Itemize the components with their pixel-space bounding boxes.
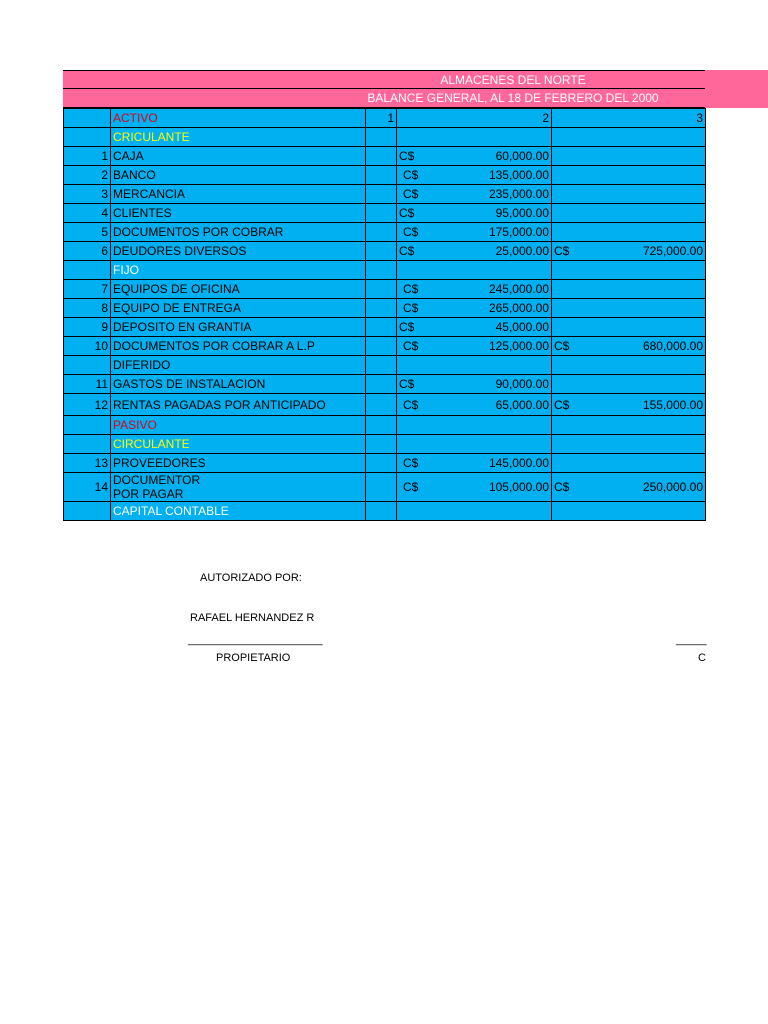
authorized-label: AUTORIZADO POR:	[200, 572, 302, 584]
amount-cell: C$ 105,000.00	[397, 473, 552, 502]
table-row	[64, 185, 706, 204]
total-cell: C$ 250,000.00	[552, 473, 706, 502]
table-row	[64, 356, 706, 375]
amount-cell: C$ 90,000.00	[397, 375, 552, 394]
row-number: 10	[64, 337, 111, 356]
table-row	[64, 299, 706, 318]
balance-table	[63, 108, 706, 521]
account-label: RENTAS PAGADAS POR ANTICIPADO	[111, 394, 366, 416]
amount-cell: C$ 135,000.00	[397, 166, 552, 185]
report-title: BALANCE GENERAL, AL 18 DE FEBRERO DEL 2000	[367, 91, 659, 105]
amount-cell: C$ 245,000.00	[397, 280, 552, 299]
table-row	[64, 128, 706, 147]
table-row	[64, 318, 706, 337]
row-number: 6	[64, 242, 111, 261]
table-row	[64, 204, 706, 223]
report-title-header	[63, 89, 705, 108]
row-number: 14	[64, 473, 111, 502]
table-row	[64, 502, 706, 521]
row-number: 9	[64, 318, 111, 337]
amount-cell: C$ 235,000.00	[397, 185, 552, 204]
row-number: 8	[64, 299, 111, 318]
row-number: 7	[64, 280, 111, 299]
column-header-1: 1	[366, 109, 397, 128]
row-number: 13	[64, 454, 111, 473]
total-cell: C$ 725,000.00	[552, 242, 706, 261]
table-row	[64, 166, 706, 185]
section-fijo: FIJO	[111, 261, 366, 280]
table-row	[64, 109, 706, 128]
company-header	[63, 70, 705, 89]
account-label: CAJA	[111, 147, 366, 166]
account-label: DEPOSITO EN GRANTIA	[111, 318, 366, 337]
signer-role-right: C	[698, 652, 706, 664]
account-label: PROVEEDORES	[111, 454, 366, 473]
section-pasivo: PASIVO	[111, 416, 366, 435]
signer-role: PROPIETARIO	[216, 652, 291, 664]
table-row	[64, 375, 706, 394]
total-cell: C$ 155,000.00	[552, 394, 706, 416]
signature-line-right: _____	[676, 634, 707, 646]
row-number: 1	[64, 147, 111, 166]
account-label: GASTOS DE INSTALACION	[111, 375, 366, 394]
amount-cell: C$ 175,000.00	[397, 223, 552, 242]
column-header-2: 2	[397, 109, 552, 128]
row-number: 3	[64, 185, 111, 204]
company-name: ALMACENES DEL NORTE	[440, 73, 586, 87]
table-row	[64, 242, 706, 261]
account-label: CLIENTES	[111, 204, 366, 223]
table-row	[64, 473, 706, 502]
account-label: BANCO	[111, 166, 366, 185]
table-row	[64, 280, 706, 299]
section-diferido: DIFERIDO	[111, 356, 366, 375]
table-row	[64, 394, 706, 416]
table-row	[64, 261, 706, 280]
signer-name: RAFAEL HERNANDEZ R	[190, 612, 315, 624]
account-label: EQUIPOS DE OFICINA	[111, 280, 366, 299]
signature-line: ______________________	[188, 634, 323, 646]
section-circulante: CRICULANTE	[111, 128, 366, 147]
account-label: EQUIPO DE ENTREGA	[111, 299, 366, 318]
section-pasivo-circulante: CIRCULANTE	[111, 435, 366, 454]
account-label: DOCUMENTOS POR COBRAR A L.P	[111, 337, 366, 356]
section-activo: ACTIVO	[111, 109, 366, 128]
header-extension	[705, 70, 768, 108]
amount-cell: C$ 145,000.00	[397, 454, 552, 473]
column-header-3: 3	[552, 109, 706, 128]
table-row	[64, 223, 706, 242]
row-number: 12	[64, 394, 111, 416]
table-row	[64, 337, 706, 356]
row-number: 4	[64, 204, 111, 223]
section-capital: CAPITAL CONTABLE	[111, 502, 366, 521]
cell	[64, 109, 111, 128]
table-row	[64, 147, 706, 166]
total-cell: C$ 680,000.00	[552, 337, 706, 356]
table-row	[64, 435, 706, 454]
amount-cell: C$ 25,000.00	[397, 242, 552, 261]
account-label: DOCUMENTOR POR PAGAR	[111, 473, 366, 502]
row-number: 11	[64, 375, 111, 394]
amount-cell: C$ 265,000.00	[397, 299, 552, 318]
table-row	[64, 416, 706, 435]
amount-cell: C$ 95,000.00	[397, 204, 552, 223]
amount-cell: C$ 60,000.00	[397, 147, 552, 166]
amount-cell: C$ 45,000.00	[397, 318, 552, 337]
table-row	[64, 454, 706, 473]
account-label: DEUDORES DIVERSOS	[111, 242, 366, 261]
amount-cell: C$ 65,000.00	[397, 394, 552, 416]
account-label: DOCUMENTOS POR COBRAR	[111, 223, 366, 242]
amount-cell: C$ 125,000.00	[397, 337, 552, 356]
row-number: 5	[64, 223, 111, 242]
account-label: MERCANCIA	[111, 185, 366, 204]
row-number: 2	[64, 166, 111, 185]
